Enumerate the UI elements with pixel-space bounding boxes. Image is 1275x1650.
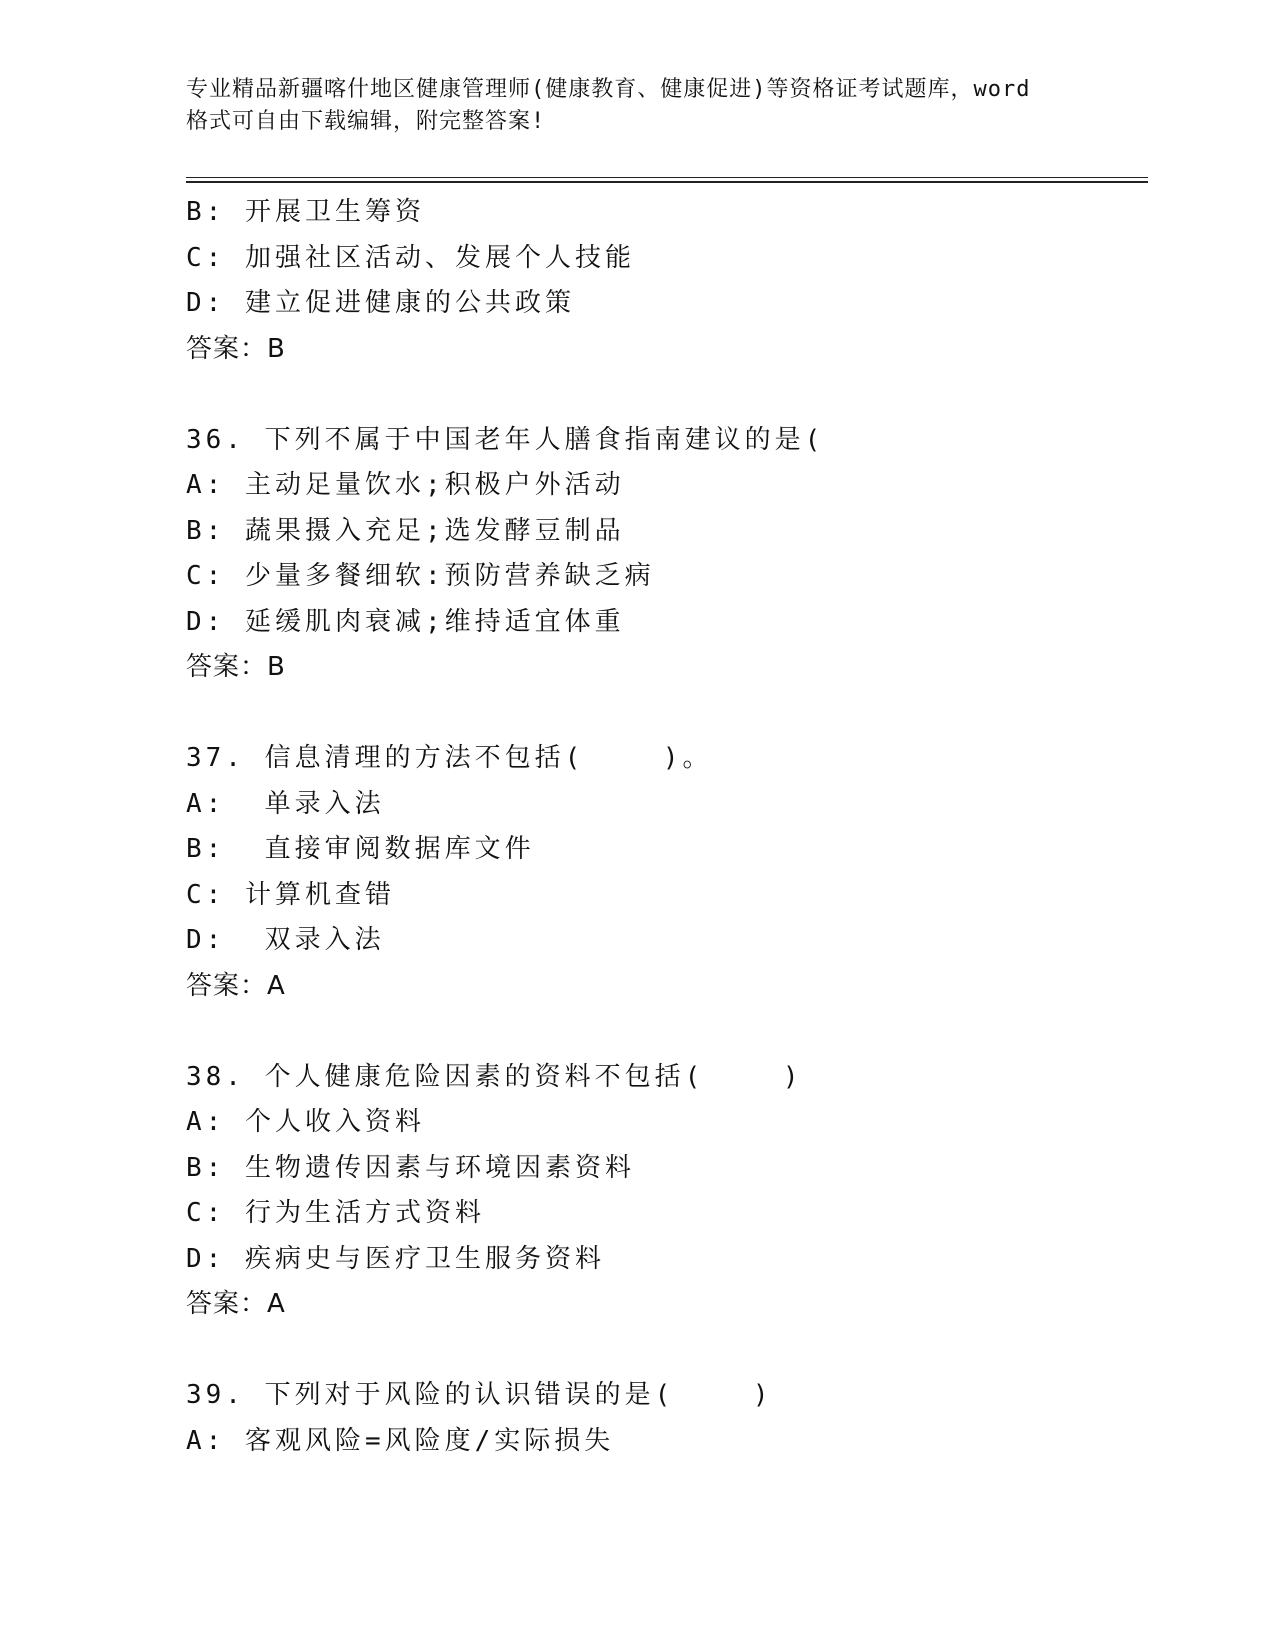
option-b: B: 生物遗传因素与环境因素资料 xyxy=(186,1152,635,1183)
header-line-2: 格式可自由下载编辑，附完整答案! xyxy=(186,109,546,134)
option-b: B: 开展卫生筹资 xyxy=(186,197,425,227)
option-d: D: 疾病史与医疗卫生服务资料 xyxy=(186,1243,605,1274)
option-c: C: 加强社区活动、发展个人技能 xyxy=(186,242,635,273)
question-text: 36. 下列不属于中国老年人膳食指南建议的是( xyxy=(186,424,825,455)
answer-line: 答案：A xyxy=(186,1289,286,1319)
question-block-35-fragment xyxy=(186,190,1136,372)
question-block-38 xyxy=(186,1055,1136,1328)
option-a: A: 个人收入资料 xyxy=(186,1107,425,1137)
question-text: 38. 个人健康危险因素的资料不包括( ) xyxy=(186,1061,803,1092)
question-text: 39. 下列对于风险的认识错误的是( ) xyxy=(186,1380,773,1410)
option-b: B: 蔬果摄入充足;选发酵豆制品 xyxy=(186,515,625,546)
option-c: C: 计算机查错 xyxy=(186,879,395,910)
option-d: D: 延缓肌肉衰减;维持适宜体重 xyxy=(186,606,625,637)
question-text: 37. 信息清理的方法不包括( )。 xyxy=(186,743,713,773)
option-d: D: 双录入法 xyxy=(186,925,385,955)
question-list xyxy=(186,190,1136,1464)
answer-line: 答案：B xyxy=(186,333,286,364)
answer-line: 答案：A xyxy=(186,970,286,1001)
option-c: C: 少量多餐细软:预防营养缺乏病 xyxy=(186,561,655,591)
document-header xyxy=(186,74,1086,138)
spacer xyxy=(186,1009,1136,1055)
spacer xyxy=(186,1328,1136,1374)
question-block-39 xyxy=(186,1373,1136,1464)
option-a: A: 主动足量饮水;积极户外活动 xyxy=(186,470,625,500)
spacer xyxy=(186,691,1136,737)
question-block-37 xyxy=(186,736,1136,1009)
header-rule-thick xyxy=(186,181,1148,183)
option-d: D: 建立促进健康的公共政策 xyxy=(186,288,575,318)
option-a: A: 单录入法 xyxy=(186,788,385,819)
option-b: B: 直接审阅数据库文件 xyxy=(186,834,535,864)
answer-line: 答案：B xyxy=(186,652,286,682)
option-a: A: 客观风险=风险度/实际损失 xyxy=(186,1425,615,1456)
header-line-1: 专业精品新疆喀什地区健康管理师(健康教育、健康促进)等资格证考试题库，word xyxy=(186,77,1031,102)
spacer xyxy=(186,372,1136,418)
question-block-36 xyxy=(186,418,1136,691)
header-rule-thin xyxy=(186,177,1148,178)
option-c: C: 行为生活方式资料 xyxy=(186,1198,485,1228)
